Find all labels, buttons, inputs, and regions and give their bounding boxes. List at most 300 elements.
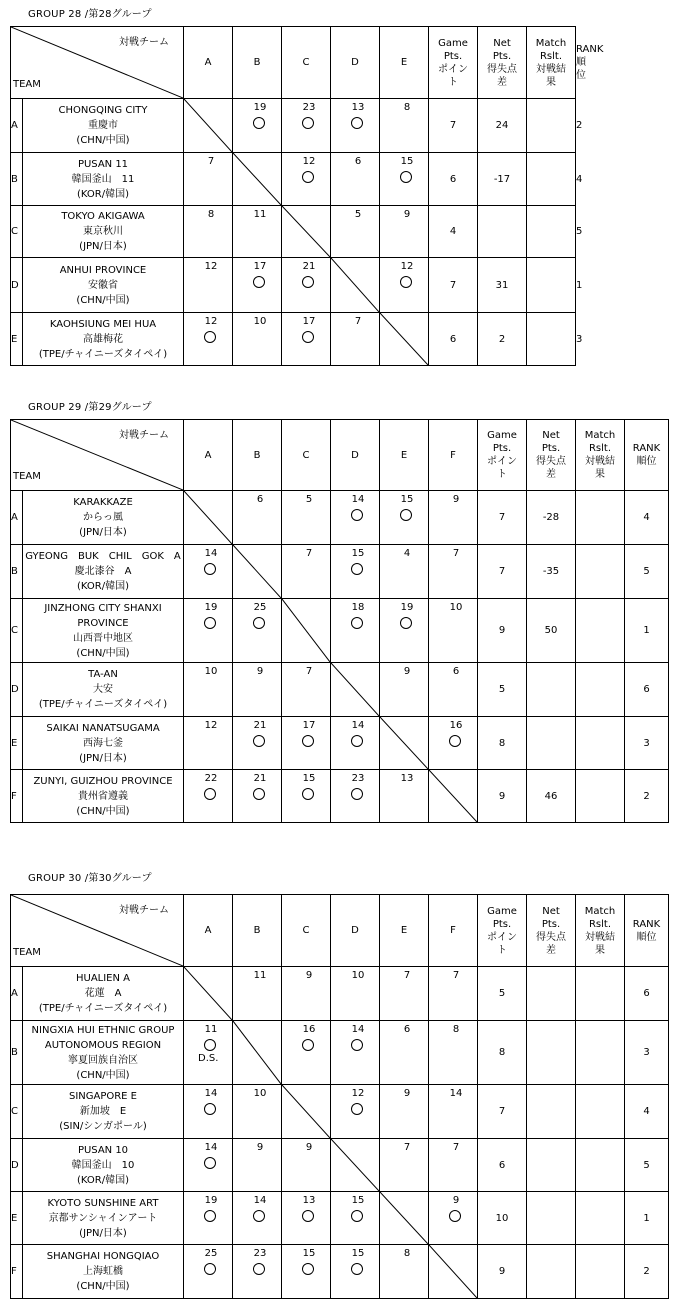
rank-header-line: 順位	[636, 931, 657, 943]
score-cell	[331, 770, 380, 823]
score-value: 6	[354, 156, 362, 167]
score-value: 10	[253, 316, 267, 327]
team-name-line: (KOR/韓国)	[76, 581, 129, 592]
win-circle-icon	[204, 617, 216, 629]
game-points: 8	[478, 1021, 527, 1085]
team-name-line: 韓国釜山 10	[71, 1159, 135, 1171]
rank-value: 2	[625, 770, 669, 823]
score-cell	[184, 663, 233, 717]
win-circle-icon	[204, 1263, 216, 1275]
win-circle-icon	[302, 788, 314, 800]
score-cell	[380, 491, 429, 545]
team-name-line: 東京秋川	[83, 226, 123, 237]
score-cell	[429, 1085, 478, 1139]
win-circle-icon	[253, 117, 265, 129]
game-points: 5	[478, 967, 527, 1021]
score-cell	[331, 967, 380, 1021]
score-cell	[429, 599, 478, 663]
self-match-cell	[233, 545, 282, 599]
team-label: TEAM	[13, 79, 41, 90]
score-cell	[233, 717, 282, 770]
score-cell	[331, 1192, 380, 1245]
score-value: 19	[204, 1195, 218, 1206]
game-pts-header-line: ポイン	[487, 456, 517, 467]
score-value: 10	[351, 970, 365, 981]
team-row: B PUSAN 11 韓国釜山 11 (KOR/韓国) 7 12 6 15 6 -17 4	[11, 153, 576, 206]
group-table	[10, 419, 669, 823]
team-row	[11, 1192, 669, 1245]
rank-header	[625, 420, 669, 491]
team-row: C TOKYO AKIGAWA 東京秋川 (JPN/日本) 8 11 5 9 4 5	[11, 206, 576, 258]
score-value: 21	[253, 773, 267, 784]
team-name-line: KARAKKAZE	[73, 497, 133, 508]
team-name-line: 山西晋中地区	[73, 632, 133, 644]
column-header-c: C	[282, 27, 331, 99]
team-name-line: CHONGQING CITY	[58, 105, 148, 116]
diagonal-line	[184, 99, 232, 152]
row-id: E	[11, 717, 23, 770]
win-circle-icon	[351, 1039, 363, 1051]
opponent-team-label: 対戦チーム	[119, 905, 169, 916]
net-pts-header-line: Pts.	[541, 918, 561, 930]
column-header-a: A	[184, 895, 233, 967]
diagonal-line	[429, 770, 477, 822]
score-value: 23	[253, 1248, 267, 1259]
row-id: C	[11, 599, 23, 663]
match-result	[527, 99, 576, 153]
group-table	[10, 894, 669, 1299]
team-name	[23, 313, 184, 366]
game-pts-header-line: ポイン	[487, 931, 517, 943]
score-value: 14	[204, 1088, 218, 1099]
team-row: A CHONGQING CITY 重慶市 (CHN/中国) 19 23 13 8 7 24 2	[11, 99, 576, 153]
team-name-line: (CHN/中国)	[76, 1069, 130, 1081]
score-value: 7	[305, 548, 313, 559]
score-cell	[331, 599, 380, 663]
score-value: 15	[302, 1248, 316, 1259]
score-value: 19	[253, 102, 267, 113]
score-value: 15	[351, 1195, 365, 1206]
self-match-cell	[184, 967, 233, 1021]
team-name-line: (JPN/日本)	[79, 1227, 127, 1239]
score-cell	[282, 153, 331, 206]
score-value: 7	[403, 1142, 411, 1153]
net-pts-header-line: 得失点	[536, 931, 566, 943]
win-circle-icon	[204, 1210, 216, 1222]
rank-header-line: 順位	[576, 57, 586, 81]
game-points: 4	[429, 206, 478, 258]
win-circle-icon	[253, 276, 265, 288]
net-points: 50	[527, 599, 576, 663]
team-name	[23, 663, 184, 717]
score-value: 25	[204, 1248, 218, 1259]
self-match-cell	[380, 717, 429, 770]
game-pts-header-line: Pts.	[443, 50, 463, 62]
team-row	[11, 599, 669, 663]
game-points: 5	[478, 663, 527, 717]
rank-value: 4	[625, 491, 669, 545]
team-row	[11, 491, 669, 545]
score-value: 14	[204, 1142, 218, 1153]
match-rslt-header	[576, 895, 625, 967]
row-id: A	[11, 491, 23, 545]
team-name-line: 西海七釜	[83, 737, 123, 749]
team-name-line: HUALIEN A	[75, 973, 131, 984]
score-value: 14	[351, 720, 365, 731]
column-header-b: B	[233, 420, 282, 491]
team-name	[23, 1139, 184, 1192]
score-value: 7	[305, 666, 313, 677]
team-name-line: 京都サンシャインアート	[48, 1212, 158, 1224]
match-result	[576, 1021, 625, 1085]
score-cell	[331, 313, 380, 366]
team-name-line: JINZHONG CITY SHANXI	[44, 602, 162, 614]
match-rslt-header-line: Rslt.	[588, 918, 612, 930]
header-row	[11, 420, 669, 491]
score-cell	[184, 1021, 233, 1085]
win-circle-icon	[449, 1210, 461, 1222]
diagonal-line	[233, 153, 281, 205]
score-value: 11	[204, 1024, 218, 1035]
net-pts-header	[527, 420, 576, 491]
diagonal-line	[282, 206, 330, 257]
score-value: 12	[351, 1088, 365, 1099]
score-value: 12	[400, 261, 414, 272]
net-pts-header-line: Pts.	[541, 443, 561, 454]
team-row	[11, 1021, 669, 1085]
net-points	[478, 206, 527, 258]
row-id: E	[11, 1192, 23, 1245]
win-circle-icon	[204, 1039, 216, 1051]
column-header-e: E	[380, 420, 429, 491]
score-cell	[331, 1085, 380, 1139]
score-cell	[282, 663, 331, 717]
score-cell	[380, 1085, 429, 1139]
score-cell	[233, 967, 282, 1021]
score-cell	[282, 1245, 331, 1299]
net-points	[527, 967, 576, 1021]
score-value: 15	[302, 773, 316, 784]
score-cell	[282, 313, 331, 366]
score-value: 9	[305, 1142, 313, 1153]
self-match-cell	[331, 258, 380, 313]
score-cell	[184, 313, 233, 366]
score-cell	[282, 258, 331, 313]
game-points: 7	[478, 545, 527, 599]
team-name-line: (TPE/チャイニーズタイペイ)	[38, 348, 168, 360]
win-circle-icon	[253, 1210, 265, 1222]
score-cell	[184, 1245, 233, 1299]
column-header-a: A	[184, 420, 233, 491]
match-rslt-header-line: Match	[535, 37, 567, 49]
score-value: 10	[449, 602, 463, 613]
net-points	[527, 1085, 576, 1139]
score-value: 5	[305, 494, 313, 505]
score-cell	[429, 545, 478, 599]
score-value: 7	[452, 970, 460, 981]
score-cell	[282, 1192, 331, 1245]
team-name	[23, 153, 184, 206]
team-name-line: (CHN/中国)	[76, 647, 130, 659]
game-points: 10	[478, 1192, 527, 1245]
score-value: 6	[256, 494, 264, 505]
row-id: F	[11, 1245, 23, 1299]
score-cell	[233, 599, 282, 663]
score-cell	[380, 770, 429, 823]
score-value: 23	[302, 102, 316, 113]
score-cell	[380, 258, 429, 313]
team-name-line: PUSAN 11	[77, 158, 129, 170]
game-points: 7	[429, 99, 478, 153]
score-cell	[184, 545, 233, 599]
win-circle-icon	[302, 1039, 314, 1051]
game-pts-header-line: Game	[438, 37, 468, 49]
score-value: 8	[403, 1248, 411, 1259]
team-name	[23, 258, 184, 313]
match-result	[576, 967, 625, 1021]
rank-header	[625, 895, 669, 967]
match-result	[576, 1139, 625, 1192]
rank-value: 5	[625, 1139, 669, 1192]
net-pts-header-line: Pts.	[492, 50, 512, 62]
team-name-line: NINGXIA HUI ETHNIC GROUP	[31, 1024, 175, 1036]
win-circle-icon	[204, 788, 216, 800]
team-name-line: 高雄梅花	[83, 333, 123, 345]
net-pts-header-line: 差	[546, 469, 556, 480]
score-cell	[380, 153, 429, 206]
self-match-cell	[282, 599, 331, 663]
team-name-line: TOKYO AKIGAWA	[61, 211, 145, 222]
self-match-cell	[233, 153, 282, 206]
match-result	[576, 599, 625, 663]
win-circle-icon	[204, 1103, 216, 1115]
score-cell	[184, 153, 233, 206]
match-rslt-header-line: 対戦結	[585, 931, 615, 943]
team-row: D ANHUI PROVINCE 安徽省 (CHN/中国) 12 17 21 12 7 31 1	[11, 258, 576, 313]
net-pts-header-line: 得失点	[536, 456, 566, 467]
rank-value: 4	[625, 1085, 669, 1139]
win-circle-icon	[302, 735, 314, 747]
team-name-line: 大安	[93, 684, 113, 695]
win-circle-icon	[253, 617, 265, 629]
score-value: 22	[204, 773, 218, 784]
score-value: 7	[207, 156, 215, 167]
self-match-cell	[429, 1245, 478, 1299]
score-cell	[282, 491, 331, 545]
header-corner	[11, 895, 184, 967]
team-name-line: (TPE/チャイニーズタイペイ)	[38, 1003, 168, 1014]
score-cell	[331, 206, 380, 258]
team-row: E KAOHSIUNG MEI HUA 高雄梅花 (TPE/チャイニーズタイペイ) 12 10 17 7 6 2 3	[11, 313, 576, 366]
score-cell	[233, 1245, 282, 1299]
net-pts-header	[478, 27, 527, 99]
game-points: 9	[478, 599, 527, 663]
score-cell	[331, 491, 380, 545]
team-name-line: SHANGHAI HONGQIAO	[46, 1251, 160, 1262]
score-cell	[380, 1139, 429, 1192]
win-circle-icon	[204, 563, 216, 575]
score-value: 17	[302, 720, 316, 731]
rank-header-line: RANK	[632, 918, 661, 930]
diagonal-line	[331, 1139, 379, 1191]
team-name-line: (CHN/中国)	[76, 294, 130, 306]
score-value: 13	[302, 1195, 316, 1206]
win-circle-icon	[449, 735, 461, 747]
team-row	[11, 1139, 669, 1192]
score-cell	[380, 1021, 429, 1085]
header-row	[11, 27, 576, 99]
score-cell	[429, 717, 478, 770]
score-cell	[282, 1139, 331, 1192]
score-value: 8	[207, 209, 215, 220]
win-circle-icon	[351, 1263, 363, 1275]
rank-value: 3	[625, 717, 669, 770]
rank-value: 3	[625, 1021, 669, 1085]
win-circle-icon	[302, 117, 314, 129]
score-cell	[331, 1245, 380, 1299]
score-cell	[184, 599, 233, 663]
column-header-c: C	[282, 420, 331, 491]
team-label: TEAM	[13, 471, 41, 482]
diagonal-line	[184, 491, 232, 544]
match-rslt-header-line: 対戦結	[585, 456, 615, 467]
game-pts-header	[478, 420, 527, 491]
score-value: 17	[302, 316, 316, 327]
game-points: 7	[478, 1085, 527, 1139]
opponent-team-label: 対戦チーム	[119, 430, 169, 441]
score-value: 16	[302, 1024, 316, 1035]
win-circle-icon	[302, 171, 314, 183]
game-points: 9	[478, 1245, 527, 1299]
row-id: E	[11, 313, 23, 366]
win-circle-icon	[351, 1210, 363, 1222]
row-id: A	[11, 967, 23, 1021]
self-match-cell	[331, 1139, 380, 1192]
row-id: B	[11, 545, 23, 599]
match-rslt-header-line: 果	[595, 469, 605, 480]
score-value: 19	[204, 602, 218, 613]
group-title: GROUP 30 /第30グループ	[28, 873, 152, 884]
score-cell	[233, 206, 282, 258]
row-id: C	[11, 1085, 23, 1139]
score-cell	[282, 770, 331, 823]
score-cell	[184, 1085, 233, 1139]
group-title: GROUP 29 /第29グループ	[28, 402, 152, 413]
diagonal-line	[282, 599, 330, 662]
net-points: 2	[478, 313, 527, 366]
diagonal-line	[184, 967, 232, 1020]
win-circle-icon	[400, 276, 412, 288]
score-cell	[233, 770, 282, 823]
score-cell	[282, 1021, 331, 1085]
game-pts-header-line: Game	[487, 905, 517, 917]
net-points: -35	[527, 545, 576, 599]
match-result	[576, 545, 625, 599]
match-rslt-header-line: Match	[584, 905, 616, 917]
rank-header-line: RANK	[576, 44, 604, 55]
team-name	[23, 1192, 184, 1245]
diagonal-line	[233, 1021, 281, 1084]
score-cell	[184, 1139, 233, 1192]
score-value: 10	[253, 1088, 267, 1099]
team-name-line: KAOHSIUNG MEI HUA	[49, 318, 157, 330]
net-pts-header	[527, 895, 576, 967]
match-result	[576, 770, 625, 823]
team-name-line: ANHUI PROVINCE	[59, 264, 147, 276]
self-match-cell	[184, 491, 233, 545]
rank-value: 6	[625, 663, 669, 717]
diagonal-line	[380, 1192, 428, 1244]
win-circle-icon	[351, 509, 363, 521]
match-rslt-header	[576, 420, 625, 491]
score-cell	[380, 599, 429, 663]
match-result	[527, 153, 576, 206]
game-pts-header-line: ト	[497, 469, 507, 480]
score-note: D.S.	[198, 1053, 219, 1064]
score-value: 15	[400, 156, 414, 167]
game-pts-header-line: ト	[448, 76, 458, 88]
row-id: B	[11, 1021, 23, 1085]
score-value: 9	[403, 1088, 411, 1099]
win-circle-icon	[302, 1263, 314, 1275]
score-cell	[233, 1085, 282, 1139]
column-header-f: F	[429, 420, 478, 491]
match-result	[576, 491, 625, 545]
win-circle-icon	[253, 735, 265, 747]
team-row	[11, 967, 669, 1021]
score-cell	[380, 663, 429, 717]
score-cell	[233, 663, 282, 717]
match-result	[527, 206, 576, 258]
game-points: 6	[478, 1139, 527, 1192]
diagonal-line	[233, 545, 281, 598]
game-points: 6	[429, 313, 478, 366]
match-result	[576, 1085, 625, 1139]
row-id: F	[11, 770, 23, 823]
team-row	[11, 770, 669, 823]
win-circle-icon	[351, 1103, 363, 1115]
win-circle-icon	[204, 331, 216, 343]
score-value: 9	[452, 1195, 460, 1206]
self-match-cell	[282, 206, 331, 258]
score-cell	[429, 1139, 478, 1192]
score-value: 14	[253, 1195, 267, 1206]
win-circle-icon	[302, 276, 314, 288]
team-name-line: 韓国釜山 11	[71, 173, 135, 185]
team-name-line: 慶北漆谷 A	[74, 566, 132, 577]
score-value: 6	[452, 666, 460, 677]
team-name	[23, 967, 184, 1021]
match-rslt-header	[527, 27, 576, 99]
match-rslt-header-line: Rslt.	[588, 443, 612, 454]
team-name-line: 安徽省	[88, 279, 118, 291]
score-value: 4	[403, 548, 411, 559]
match-rslt-header-line: 果	[546, 76, 556, 88]
win-circle-icon	[351, 617, 363, 629]
column-header-b: B	[233, 895, 282, 967]
team-row	[11, 1245, 669, 1299]
team-name-line: PROVINCE	[77, 617, 129, 629]
score-value: 8	[403, 102, 411, 113]
group-title: GROUP 28 /第28グループ	[28, 9, 152, 20]
rank-value: 1	[625, 1192, 669, 1245]
score-value: 15	[351, 548, 365, 559]
score-value: 9	[256, 666, 264, 677]
game-pts-header-line: Pts.	[492, 918, 512, 930]
diagonal-line	[331, 258, 379, 312]
column-header-e: E	[380, 895, 429, 967]
score-value: 7	[452, 548, 460, 559]
